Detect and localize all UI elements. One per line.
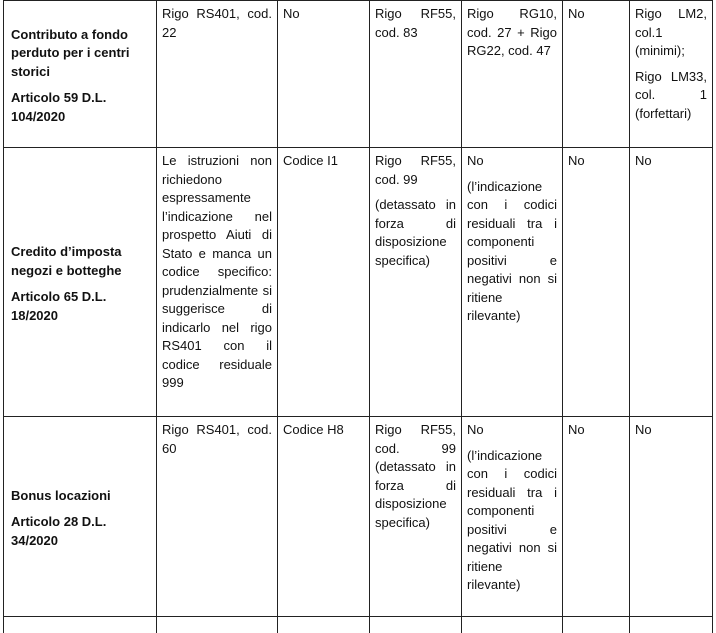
table-row bbox=[4, 1, 713, 148]
cell-text: (detassato in forza di disposizione specifica) bbox=[375, 196, 456, 270]
aiuti-code-cell bbox=[278, 148, 370, 417]
cell-text: Rigo RS401, cod. 22 bbox=[162, 5, 272, 42]
lm-cell bbox=[630, 417, 713, 617]
row-title: Credito d’imposta negozi e botteghe bbox=[11, 243, 151, 280]
cell-text: Le istruzioni non richiedono espressamente l’indicazione nel prospetto Aiuti di Stato e manca un codice specifico: prudenzialmente si suggerisce di indicarlo nel rigo RS401 con il codice residuale 999 bbox=[162, 152, 272, 393]
cell-text: Rigo RF55, cod. 83 bbox=[375, 5, 456, 42]
cell-text: Rigo RG10, cod. 27 + Rigo RG22, cod. 47 bbox=[467, 5, 557, 61]
cell-text: Rigo LM33, col. 1 (forfettari) bbox=[635, 68, 707, 124]
cell-text: No bbox=[568, 421, 624, 440]
rs401-cell bbox=[157, 417, 278, 617]
column-5-cell bbox=[563, 417, 630, 617]
lm-cell bbox=[630, 1, 713, 148]
row-reference: Articolo 28 D.L. 34/2020 bbox=[11, 513, 151, 550]
table-row bbox=[4, 148, 713, 417]
empty-cell bbox=[370, 617, 462, 633]
cell-text: No bbox=[283, 5, 364, 24]
rg-cell bbox=[462, 417, 563, 617]
aiuti-code-cell bbox=[278, 417, 370, 617]
empty-cell bbox=[157, 617, 278, 633]
cell-text: (l’indicazione con i codici residuali tra i componenti positivi e negativi non si ritiene rilevante) bbox=[467, 447, 557, 595]
cell-text: No bbox=[635, 152, 707, 171]
cell-text: No bbox=[568, 5, 624, 24]
rf55-cell bbox=[370, 1, 462, 148]
empty-cell bbox=[4, 617, 157, 633]
row-reference: Articolo 59 D.L. 104/2020 bbox=[11, 89, 151, 126]
cell-text: No bbox=[635, 421, 707, 440]
row-label-cell bbox=[4, 1, 157, 148]
cell-text: Rigo RF55, cod. 99 (detassato in forza di disposizione specifica) bbox=[375, 421, 456, 532]
row-label-cell bbox=[4, 148, 157, 417]
rf55-cell bbox=[370, 417, 462, 617]
aid-codes-table bbox=[3, 0, 713, 633]
aiuti-code-cell bbox=[278, 1, 370, 148]
table-row bbox=[4, 417, 713, 617]
empty-cell bbox=[278, 617, 370, 633]
cell-text: No bbox=[568, 152, 624, 171]
table-body bbox=[4, 1, 713, 633]
cell-text: Codice I1 bbox=[283, 152, 364, 171]
cell-text: No bbox=[467, 152, 557, 171]
cell-text: No bbox=[467, 421, 557, 440]
column-5-cell bbox=[563, 1, 630, 148]
cell-text: Codice H8 bbox=[283, 421, 364, 440]
rs401-cell bbox=[157, 1, 278, 148]
row-label-cell bbox=[4, 417, 157, 617]
table-row bbox=[4, 617, 713, 633]
row-reference: Articolo 65 D.L. 18/2020 bbox=[11, 288, 151, 325]
cell-text: (l’indicazione con i codici residuali tra i componenti positivi e negativi non si ritiene rilevante) bbox=[467, 178, 557, 326]
rg-cell bbox=[462, 148, 563, 417]
column-5-cell bbox=[563, 148, 630, 417]
lm-cell bbox=[630, 148, 713, 417]
row-title: Bonus locazioni bbox=[11, 487, 151, 506]
cell-text: Rigo RF55, cod. 99 bbox=[375, 152, 456, 189]
rf55-cell bbox=[370, 148, 462, 417]
empty-cell bbox=[563, 617, 630, 633]
rg-cell bbox=[462, 1, 563, 148]
cell-text: Rigo LM2, col.1 (minimi); bbox=[635, 5, 707, 61]
cell-text: Rigo RS401, cod. 60 bbox=[162, 421, 272, 458]
empty-cell bbox=[462, 617, 563, 633]
row-title: Contributo a fondo perduto per i centri storici bbox=[11, 26, 151, 82]
rs401-cell bbox=[157, 148, 278, 417]
empty-cell bbox=[630, 617, 713, 633]
